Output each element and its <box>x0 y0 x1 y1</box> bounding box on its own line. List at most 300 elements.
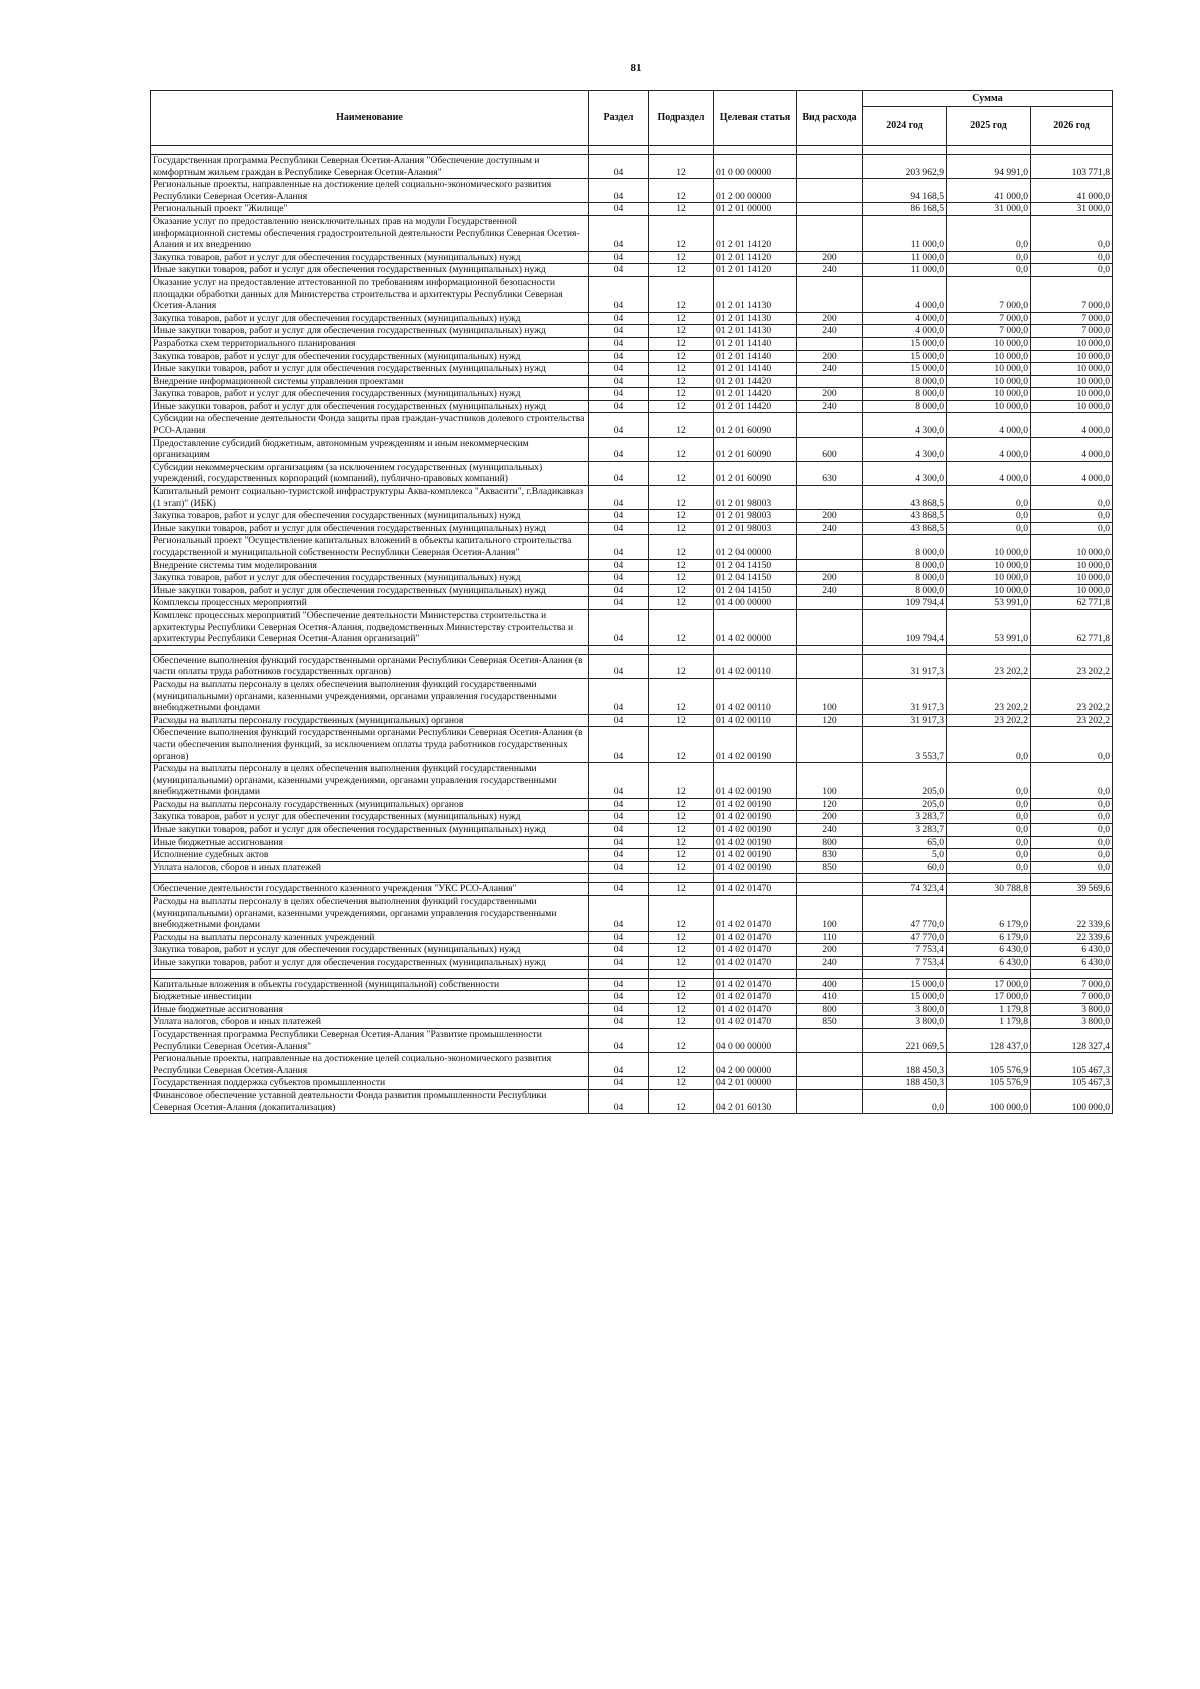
row-sum-2025: 0,0 <box>947 811 1031 824</box>
row-sum-2024: 8 000,0 <box>863 400 947 413</box>
row-sum-2024: 8 000,0 <box>863 388 947 401</box>
row-sum-2025: 10 000,0 <box>947 350 1031 363</box>
row-celevaya: 01 2 01 14120 <box>714 215 797 251</box>
row-sum-2026: 23 202,2 <box>1031 654 1113 678</box>
row-sum-2026: 62 771,8 <box>1031 609 1113 645</box>
row-celevaya: 01 4 02 01470 <box>714 931 797 944</box>
row-sum-2026: 10 000,0 <box>1031 584 1113 597</box>
row-sum-2026: 6 430,0 <box>1031 944 1113 957</box>
row-sum-2026: 10 000,0 <box>1031 572 1113 585</box>
row-celevaya: 01 4 02 01470 <box>714 944 797 957</box>
row-name: Расходы на выплаты персоналу в целях обеспечения выполнения функций государственными (муниципальными) органами, казенными учреждениями, органами управления государственными внебюджетными фондами <box>151 896 589 932</box>
row-podrazdel: 12 <box>649 944 714 957</box>
row-podrazdel: 12 <box>649 264 714 277</box>
row-sum-2024: 4 300,0 <box>863 461 947 485</box>
row-razdel: 04 <box>589 276 649 312</box>
row-celevaya: 01 4 02 00110 <box>714 678 797 714</box>
row-vid: 830 <box>797 849 863 862</box>
row-name: Закупка товаров, работ и услуг для обеспечения государственных (муниципальных) нужд <box>151 572 589 585</box>
row-vid <box>797 609 863 645</box>
row-name: Иные закупки товаров, работ и услуг для обеспечения государственных (муниципальных) нужд <box>151 363 589 376</box>
row-name: Расходы на выплаты персоналу государственных (муниципальных) органов <box>151 714 589 727</box>
row-celevaya: 01 2 01 60090 <box>714 413 797 437</box>
spacer-row <box>151 969 1113 978</box>
row-podrazdel: 12 <box>649 535 714 559</box>
table-row <box>151 978 1113 991</box>
row-razdel: 04 <box>589 836 649 849</box>
row-podrazdel: 12 <box>649 931 714 944</box>
row-sum-2024: 5,0 <box>863 849 947 862</box>
row-vid: 800 <box>797 836 863 849</box>
row-sum-2026: 105 467,3 <box>1031 1077 1113 1090</box>
row-celevaya: 01 4 02 00000 <box>714 609 797 645</box>
row-razdel: 04 <box>589 1016 649 1029</box>
table-row <box>151 896 1113 932</box>
row-sum-2026: 3 800,0 <box>1031 1003 1113 1016</box>
row-podrazdel: 12 <box>649 861 714 874</box>
row-vid <box>797 337 863 350</box>
table-row <box>151 461 1113 485</box>
table-row <box>151 437 1113 461</box>
row-sum-2025: 0,0 <box>947 486 1031 510</box>
row-name: Расходы на выплаты персоналу в целях обеспечения выполнения функций государственными (муниципальными) органами, казенными учреждениями, органами управления государственными внебюджетными фондами <box>151 763 589 799</box>
row-razdel: 04 <box>589 978 649 991</box>
table-row <box>151 849 1113 862</box>
row-razdel: 04 <box>589 413 649 437</box>
table-row <box>151 1003 1113 1016</box>
row-sum-2025: 128 437,0 <box>947 1028 1031 1052</box>
table-row <box>151 1028 1113 1052</box>
budget-table <box>150 90 1113 1114</box>
header-podrazdel: Подраздел <box>649 91 714 146</box>
row-name: Закупка товаров, работ и услуг для обеспечения государственных (муниципальных) нужд <box>151 388 589 401</box>
table-row <box>151 413 1113 437</box>
row-sum-2024: 3 800,0 <box>863 1003 947 1016</box>
table-row <box>151 510 1113 523</box>
row-sum-2026: 0,0 <box>1031 811 1113 824</box>
row-celevaya: 01 2 01 00000 <box>714 203 797 216</box>
row-sum-2025: 0,0 <box>947 836 1031 849</box>
row-razdel: 04 <box>589 1003 649 1016</box>
row-sum-2024: 7 753,4 <box>863 944 947 957</box>
row-celevaya: 01 2 01 14140 <box>714 363 797 376</box>
row-podrazdel: 12 <box>649 714 714 727</box>
row-vid <box>797 597 863 610</box>
row-sum-2025: 94 991,0 <box>947 155 1031 179</box>
row-name: Иные бюджетные ассигнования <box>151 1003 589 1016</box>
row-celevaya: 01 2 01 14420 <box>714 400 797 413</box>
table-row <box>151 215 1113 251</box>
row-razdel: 04 <box>589 957 649 970</box>
row-sum-2024: 4 300,0 <box>863 413 947 437</box>
row-razdel: 04 <box>589 179 649 203</box>
row-vid: 200 <box>797 312 863 325</box>
row-celevaya: 01 2 01 14140 <box>714 350 797 363</box>
row-sum-2024: 203 962,9 <box>863 155 947 179</box>
row-sum-2025: 0,0 <box>947 264 1031 277</box>
row-celevaya: 01 2 01 14120 <box>714 264 797 277</box>
row-sum-2024: 43 868,5 <box>863 510 947 523</box>
row-sum-2026: 10 000,0 <box>1031 350 1113 363</box>
row-vid: 410 <box>797 991 863 1004</box>
row-name: Закупка товаров, работ и услуг для обеспечения государственных (муниципальных) нужд <box>151 251 589 264</box>
table-row <box>151 251 1113 264</box>
row-name: Расходы на выплаты персоналу казенных учреждений <box>151 931 589 944</box>
row-vid: 850 <box>797 1016 863 1029</box>
row-sum-2025: 4 000,0 <box>947 461 1031 485</box>
row-sum-2026: 0,0 <box>1031 486 1113 510</box>
row-vid <box>797 1089 863 1113</box>
row-vid: 240 <box>797 584 863 597</box>
row-sum-2025: 41 000,0 <box>947 179 1031 203</box>
row-celevaya: 01 2 01 60090 <box>714 437 797 461</box>
row-celevaya: 01 4 02 00190 <box>714 727 797 763</box>
row-vid: 240 <box>797 824 863 837</box>
row-celevaya: 01 2 01 14130 <box>714 325 797 338</box>
row-podrazdel: 12 <box>649 312 714 325</box>
row-vid: 800 <box>797 1003 863 1016</box>
row-sum-2024: 65,0 <box>863 836 947 849</box>
table-row <box>151 312 1113 325</box>
table-row <box>151 836 1113 849</box>
table-row <box>151 597 1113 610</box>
table-row <box>151 727 1113 763</box>
row-celevaya: 04 2 01 60130 <box>714 1089 797 1113</box>
row-sum-2026: 0,0 <box>1031 849 1113 862</box>
row-vid <box>797 155 863 179</box>
row-sum-2025: 10 000,0 <box>947 535 1031 559</box>
row-sum-2026: 31 000,0 <box>1031 203 1113 216</box>
row-sum-2024: 43 868,5 <box>863 522 947 535</box>
row-razdel: 04 <box>589 400 649 413</box>
row-podrazdel: 12 <box>649 400 714 413</box>
row-podrazdel: 12 <box>649 798 714 811</box>
header-summa: Сумма <box>863 91 1113 107</box>
row-sum-2024: 15 000,0 <box>863 337 947 350</box>
row-podrazdel: 12 <box>649 413 714 437</box>
row-razdel: 04 <box>589 896 649 932</box>
row-sum-2025: 1 179,8 <box>947 1016 1031 1029</box>
row-sum-2024: 47 770,0 <box>863 896 947 932</box>
row-podrazdel: 12 <box>649 325 714 338</box>
row-podrazdel: 12 <box>649 276 714 312</box>
row-name: Уплата налогов, сборов и иных платежей <box>151 861 589 874</box>
row-podrazdel: 12 <box>649 251 714 264</box>
row-razdel: 04 <box>589 849 649 862</box>
row-podrazdel: 12 <box>649 155 714 179</box>
row-vid: 200 <box>797 251 863 264</box>
row-name: Иные закупки товаров, работ и услуг для обеспечения государственных (муниципальных) нужд <box>151 400 589 413</box>
row-sum-2026: 103 771,8 <box>1031 155 1113 179</box>
row-name: Капитальные вложения в объекты государственной (муниципальной) собственности <box>151 978 589 991</box>
row-razdel: 04 <box>589 798 649 811</box>
row-sum-2025: 105 576,9 <box>947 1077 1031 1090</box>
row-sum-2026: 105 467,3 <box>1031 1053 1113 1077</box>
row-sum-2026: 0,0 <box>1031 727 1113 763</box>
row-sum-2025: 4 000,0 <box>947 437 1031 461</box>
row-name: Иные закупки товаров, работ и услуг для обеспечения государственных (муниципальных) нужд <box>151 957 589 970</box>
table-row <box>151 609 1113 645</box>
row-sum-2024: 11 000,0 <box>863 251 947 264</box>
row-sum-2024: 188 450,3 <box>863 1077 947 1090</box>
row-sum-2025: 4 000,0 <box>947 413 1031 437</box>
row-sum-2026: 4 000,0 <box>1031 461 1113 485</box>
row-sum-2026: 7 000,0 <box>1031 978 1113 991</box>
row-sum-2025: 100 000,0 <box>947 1089 1031 1113</box>
table-row <box>151 203 1113 216</box>
row-name: Иные бюджетные ассигнования <box>151 836 589 849</box>
row-vid: 400 <box>797 978 863 991</box>
row-razdel: 04 <box>589 437 649 461</box>
table-row <box>151 325 1113 338</box>
row-vid: 850 <box>797 861 863 874</box>
row-sum-2025: 0,0 <box>947 849 1031 862</box>
row-sum-2025: 23 202,2 <box>947 654 1031 678</box>
row-celevaya: 01 2 01 14420 <box>714 388 797 401</box>
row-sum-2025: 7 000,0 <box>947 312 1031 325</box>
row-celevaya: 01 4 02 00110 <box>714 654 797 678</box>
table-row <box>151 883 1113 896</box>
row-vid <box>797 727 863 763</box>
row-sum-2026: 100 000,0 <box>1031 1089 1113 1113</box>
row-sum-2025: 0,0 <box>947 763 1031 799</box>
table-row <box>151 944 1113 957</box>
row-name: Комплекс процессных мероприятий "Обеспечение деятельности Министерства строительства и архитектуры Республики Северная Осетия-Алания, подведомственных Министерству строительства и архитектуры Республики Северная Осетия-Алания организаций" <box>151 609 589 645</box>
table-row <box>151 400 1113 413</box>
row-celevaya: 01 2 01 98003 <box>714 486 797 510</box>
row-sum-2026: 10 000,0 <box>1031 400 1113 413</box>
row-sum-2024: 3 553,7 <box>863 727 947 763</box>
row-sum-2026: 0,0 <box>1031 824 1113 837</box>
row-vid: 240 <box>797 325 863 338</box>
row-sum-2024: 8 000,0 <box>863 375 947 388</box>
row-sum-2025: 6 430,0 <box>947 944 1031 957</box>
row-celevaya: 01 4 02 00190 <box>714 836 797 849</box>
row-celevaya: 01 2 04 14150 <box>714 572 797 585</box>
row-celevaya: 04 2 01 00000 <box>714 1077 797 1090</box>
row-celevaya: 04 0 00 00000 <box>714 1028 797 1052</box>
row-celevaya: 01 2 01 14120 <box>714 251 797 264</box>
row-sum-2025: 0,0 <box>947 510 1031 523</box>
table-row <box>151 155 1113 179</box>
row-sum-2026: 3 800,0 <box>1031 1016 1113 1029</box>
row-razdel: 04 <box>589 325 649 338</box>
row-sum-2024: 8 000,0 <box>863 535 947 559</box>
row-razdel: 04 <box>589 363 649 376</box>
row-vid <box>797 535 863 559</box>
row-name: Иные закупки товаров, работ и услуг для обеспечения государственных (муниципальных) нужд <box>151 522 589 535</box>
row-razdel: 04 <box>589 678 649 714</box>
row-sum-2024: 4 000,0 <box>863 325 947 338</box>
row-name: Финансовое обеспечение уставной деятельности Фонда развития промышленности Республики Северная Осетия-Алания (докапитализация) <box>151 1089 589 1113</box>
row-name: Региональный проект "Осуществление капитальных вложений в объекты капитального строительства государственной и муниципальной собственности Республики Северная Осетия-Алания" <box>151 535 589 559</box>
row-vid <box>797 375 863 388</box>
table-row <box>151 522 1113 535</box>
row-celevaya: 01 4 02 00190 <box>714 861 797 874</box>
row-sum-2024: 15 000,0 <box>863 991 947 1004</box>
row-name: Региональный проект "Жилище" <box>151 203 589 216</box>
row-sum-2025: 0,0 <box>947 861 1031 874</box>
row-name: Расходы на выплаты персоналу в целях обеспечения выполнения функций государственными (муниципальными) органами, казенными учреждениями, органами управления государственными внебюджетными фондами <box>151 678 589 714</box>
row-vid: 110 <box>797 931 863 944</box>
row-name: Государственная программа Республики Северная Осетия-Алания "Развитие промышленности Республики Северная Осетия-Алания" <box>151 1028 589 1052</box>
row-podrazdel: 12 <box>649 654 714 678</box>
row-sum-2025: 0,0 <box>947 727 1031 763</box>
row-podrazdel: 12 <box>649 337 714 350</box>
row-sum-2024: 109 794,4 <box>863 597 947 610</box>
row-sum-2024: 4 000,0 <box>863 276 947 312</box>
row-sum-2026: 23 202,2 <box>1031 714 1113 727</box>
row-podrazdel: 12 <box>649 584 714 597</box>
row-name: Бюджетные инвестиции <box>151 991 589 1004</box>
row-celevaya: 01 2 01 14140 <box>714 337 797 350</box>
header-name: Наименование <box>151 91 589 146</box>
table-row <box>151 375 1113 388</box>
row-vid: 200 <box>797 510 863 523</box>
row-celevaya: 01 2 04 14150 <box>714 584 797 597</box>
table-row <box>151 535 1113 559</box>
row-sum-2026: 22 339,6 <box>1031 896 1113 932</box>
row-sum-2026: 62 771,8 <box>1031 597 1113 610</box>
row-name: Государственная поддержка субъектов промышленности <box>151 1077 589 1090</box>
row-sum-2024: 3 800,0 <box>863 1016 947 1029</box>
row-razdel: 04 <box>589 763 649 799</box>
row-vid: 240 <box>797 400 863 413</box>
row-sum-2025: 10 000,0 <box>947 388 1031 401</box>
row-celevaya: 01 2 01 14130 <box>714 312 797 325</box>
table-row <box>151 559 1113 572</box>
table-row <box>151 572 1113 585</box>
row-podrazdel: 12 <box>649 883 714 896</box>
row-razdel: 04 <box>589 609 649 645</box>
row-vid <box>797 1077 863 1090</box>
row-vid: 240 <box>797 522 863 535</box>
header-2026: 2026 год <box>1031 107 1113 146</box>
row-sum-2024: 43 868,5 <box>863 486 947 510</box>
row-name: Закупка товаров, работ и услуг для обеспечения государственных (муниципальных) нужд <box>151 510 589 523</box>
row-razdel: 04 <box>589 931 649 944</box>
row-sum-2024: 60,0 <box>863 861 947 874</box>
row-name: Предоставление субсидий бюджетным, автономным учреждениям и иным некоммерческим организациям <box>151 437 589 461</box>
table-row <box>151 264 1113 277</box>
row-razdel: 04 <box>589 824 649 837</box>
row-name: Региональные проекты, направленные на достижение целей социально-экономического развития Республики Северная Осетия-Алания <box>151 1053 589 1077</box>
row-celevaya: 01 4 02 01470 <box>714 991 797 1004</box>
row-vid: 100 <box>797 896 863 932</box>
row-sum-2026: 7 000,0 <box>1031 276 1113 312</box>
row-razdel: 04 <box>589 375 649 388</box>
row-name: Обеспечение выполнения функций государственными органами Республики Северная Осетия-Алания (в части обеспечения выполнения функций, за исключением оплаты труда работников государственных органов) <box>151 727 589 763</box>
row-razdel: 04 <box>589 486 649 510</box>
row-name: Оказание услуг на предоставление аттестованной по требованиям информационной безопасности площадки обработки данных для Министерства строительства и архитектуры Республики Северная Осетия-Алания <box>151 276 589 312</box>
row-name: Оказание услуг по предоставлению неисключительных прав на модули Государственной информационной системы обеспечения градостроительной деятельности Республики Северная Осетия-Алания и их внедрению <box>151 215 589 251</box>
row-vid <box>797 413 863 437</box>
row-name: Государственная программа Республики Северная Осетия-Алания "Обеспечение доступным и комфортным жильем граждан в Республике Северная Осетия-Алания" <box>151 155 589 179</box>
row-sum-2024: 15 000,0 <box>863 350 947 363</box>
table-row <box>151 363 1113 376</box>
row-sum-2024: 11 000,0 <box>863 264 947 277</box>
row-sum-2025: 10 000,0 <box>947 584 1031 597</box>
row-sum-2025: 7 000,0 <box>947 325 1031 338</box>
row-celevaya: 01 4 02 00190 <box>714 798 797 811</box>
row-vid <box>797 486 863 510</box>
row-celevaya: 01 4 02 00190 <box>714 824 797 837</box>
row-sum-2025: 17 000,0 <box>947 978 1031 991</box>
row-celevaya: 01 2 01 14130 <box>714 276 797 312</box>
row-razdel: 04 <box>589 572 649 585</box>
row-sum-2026: 0,0 <box>1031 251 1113 264</box>
row-razdel: 04 <box>589 461 649 485</box>
row-celevaya: 01 4 02 01470 <box>714 1016 797 1029</box>
row-razdel: 04 <box>589 1089 649 1113</box>
row-razdel: 04 <box>589 312 649 325</box>
row-vid <box>797 654 863 678</box>
row-name: Исполнение судебных актов <box>151 849 589 862</box>
spacer-row <box>151 146 1113 155</box>
row-celevaya: 01 2 04 14150 <box>714 559 797 572</box>
row-razdel: 04 <box>589 510 649 523</box>
row-celevaya: 01 2 01 60090 <box>714 461 797 485</box>
row-name: Субсидии некоммерческим организациям (за исключением государственных (муниципальных) учреждений, государственных корпораций (компаний), публично-правовых компаний) <box>151 461 589 485</box>
row-name: Разработка схем территориального планирования <box>151 337 589 350</box>
row-podrazdel: 12 <box>649 1016 714 1029</box>
row-podrazdel: 12 <box>649 811 714 824</box>
row-sum-2025: 1 179,8 <box>947 1003 1031 1016</box>
row-podrazdel: 12 <box>649 896 714 932</box>
table-row <box>151 763 1113 799</box>
row-sum-2026: 10 000,0 <box>1031 375 1113 388</box>
table-row <box>151 1089 1113 1113</box>
row-vid <box>797 215 863 251</box>
row-podrazdel: 12 <box>649 1003 714 1016</box>
table-row <box>151 1077 1113 1090</box>
row-celevaya: 01 4 02 01470 <box>714 883 797 896</box>
row-sum-2024: 8 000,0 <box>863 559 947 572</box>
row-celevaya: 01 4 00 00000 <box>714 597 797 610</box>
table-row <box>151 714 1113 727</box>
row-sum-2024: 221 069,5 <box>863 1028 947 1052</box>
row-vid <box>797 276 863 312</box>
table-row <box>151 179 1113 203</box>
spacer-row <box>151 645 1113 654</box>
row-sum-2025: 30 788,8 <box>947 883 1031 896</box>
table-row <box>151 486 1113 510</box>
table-row <box>151 991 1113 1004</box>
row-vid: 200 <box>797 811 863 824</box>
row-razdel: 04 <box>589 264 649 277</box>
row-sum-2024: 31 917,3 <box>863 714 947 727</box>
table-row <box>151 337 1113 350</box>
row-sum-2025: 0,0 <box>947 251 1031 264</box>
row-vid <box>797 1053 863 1077</box>
row-podrazdel: 12 <box>649 824 714 837</box>
row-celevaya: 01 4 02 01470 <box>714 896 797 932</box>
row-podrazdel: 12 <box>649 572 714 585</box>
row-vid: 630 <box>797 461 863 485</box>
row-celevaya: 01 4 02 01470 <box>714 1003 797 1016</box>
row-name: Иные закупки товаров, работ и услуг для обеспечения государственных (муниципальных) нужд <box>151 325 589 338</box>
table-row <box>151 584 1113 597</box>
row-celevaya: 04 2 00 00000 <box>714 1053 797 1077</box>
row-celevaya: 01 2 01 98003 <box>714 510 797 523</box>
row-sum-2024: 15 000,0 <box>863 363 947 376</box>
row-podrazdel: 12 <box>649 1077 714 1090</box>
row-sum-2024: 86 168,5 <box>863 203 947 216</box>
row-vid: 120 <box>797 798 863 811</box>
row-name: Уплата налогов, сборов и иных платежей <box>151 1016 589 1029</box>
row-razdel: 04 <box>589 714 649 727</box>
row-sum-2026: 7 000,0 <box>1031 991 1113 1004</box>
